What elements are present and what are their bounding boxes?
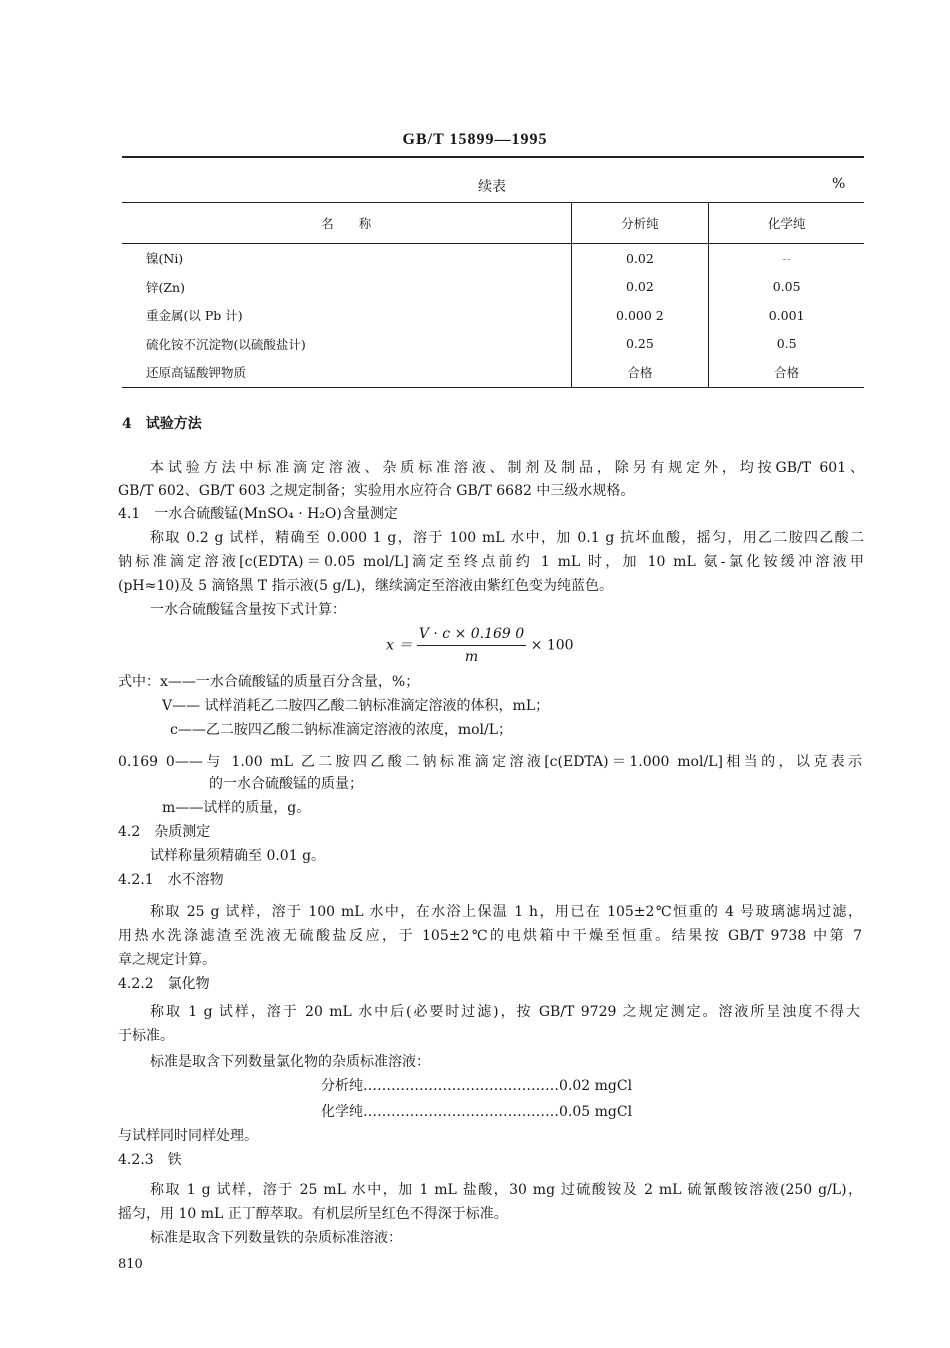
section-4-title: 4 试验方法	[122, 416, 202, 432]
section-4-2-3-line: 摇匀，用 10 mL 正丁醇萃取。有机层所呈红色不得深于标准。	[118, 1206, 508, 1222]
row-cp-value: --	[709, 244, 864, 273]
section-4-2-title: 4.2 杂质测定	[118, 824, 211, 840]
table-unit: %	[832, 176, 846, 192]
standard-header: GB/T 15899—1995	[402, 131, 548, 148]
table-header-row	[122, 203, 864, 244]
row-name: 硫化铵不沉淀物(以硫酸盐计)	[146, 336, 306, 352]
row-name: 镍(Ni)	[146, 251, 184, 267]
section-4-2-3-title: 4.2.3 铁	[118, 1152, 182, 1168]
chloride-chemical-grade: 化学纯……………………………………0.05 mgCl	[321, 1104, 633, 1120]
header-rule	[122, 156, 864, 158]
chloride-analytical-grade: 分析纯……………………………………0.02 mgCl	[321, 1078, 633, 1094]
row-cp-value: 0.5	[709, 330, 864, 359]
formula-rhs: × 100	[530, 637, 574, 654]
where-x: 式中：x——一水合硫酸锰的质量百分含量，%；	[118, 674, 420, 690]
row-ar-value: 合格	[571, 358, 709, 387]
formula-lhs: x ＝	[386, 637, 413, 654]
formula	[386, 624, 574, 667]
row-cp-value: 合格	[709, 358, 864, 387]
table-row	[122, 301, 864, 330]
section-4-2-2-title: 4.2.2 氯化物	[118, 976, 210, 992]
calculation-intro: 一水合硫酸锰含量按下式计算：	[150, 602, 346, 618]
chloride-standard-intro: 标准是取含下列数量氯化物的杂质标准溶液：	[150, 1054, 430, 1070]
row-ar-value: 0.02	[571, 244, 709, 273]
table-row	[122, 358, 864, 387]
table-row	[122, 244, 864, 273]
where-v: V—— 试样消耗乙二胺四乙酸二钠标准滴定溶液的体积，mL；	[162, 698, 550, 714]
section-4-2-1-title: 4.2.1 水不溶物	[118, 872, 224, 888]
section-4-2-2-line: 于标准。	[118, 1028, 174, 1044]
section-4-1-line: 钠标准滴定溶液[c(EDTA)＝0.05 mol/L]滴定至终点前约 1 mL 时，加 10 mL 氨-氯化铵缓冲溶液甲	[118, 554, 864, 570]
where-c: c——乙二胺四乙酸二钠标准滴定溶液的浓度，mol/L；	[170, 722, 513, 738]
where-constant-cont: 的一水合硫酸锰的质量；	[209, 776, 363, 792]
header-analytical-grade: 分析纯	[571, 203, 709, 244]
section-4-paragraph-line: GB/T 602、GB/T 603 之规定制备；实验用水应符合 GB/T 6682 中三级水规格。	[118, 483, 635, 499]
header-chemical-grade: 化学纯	[709, 203, 864, 244]
row-name: 还原高锰酸钾物质	[122, 358, 571, 387]
row-ar-value: 0.02	[571, 273, 709, 302]
row-name: 重金属(以 Pb 计)	[146, 308, 243, 324]
table-row	[122, 330, 864, 359]
row-ar-value: 0.25	[571, 330, 709, 359]
page-number: 810	[118, 1257, 143, 1272]
section-4-paragraph-line: 本试验方法中标准滴定溶液、杂质标准溶液、制剂及制品，除另有规定外，均按GB/T 601、	[150, 460, 864, 476]
row-cp-value: 0.05	[709, 273, 864, 302]
row-name: 锌(Zn)	[146, 279, 185, 295]
row-cp-value: 0.001	[709, 301, 864, 330]
section-4-2-3-line: 称取 1 g 试样，溶于 25 mL 水中，加 1 mL 盐酸，30 mg 过硫酸铵及 2 mL 硫氰酸铵溶液(250 g/L)，	[150, 1182, 862, 1198]
section-4-1-line: (pH≈10)及 5 滴铬黑 T 指示液(5 g/L)，继续滴定至溶液由紫红色变为纯蓝色。	[118, 578, 613, 594]
table-row	[122, 273, 864, 302]
iron-standard-intro: 标准是取含下列数量铁的杂质标准溶液：	[150, 1230, 402, 1246]
section-4-2-1-line: 称取 25 g 试样，溶于 100 mL 水中，在水浴上保温 1 h，用已在 105±2℃恒重的 4 号玻璃滤埚过滤，	[150, 904, 862, 920]
where-m: m——试样的质量，g。	[162, 800, 311, 816]
formula-denominator: m	[464, 649, 479, 665]
formula-fraction	[417, 624, 526, 667]
header-name: 名 称	[122, 203, 571, 244]
continued-table	[122, 203, 864, 388]
section-4-1-line: 称取 0.2 g 试样，精确至 0.000 1 g，溶于 100 mL 水中，加 0.1 g 抗坏血酸，摇匀，用乙二胺四乙酸二	[150, 530, 864, 546]
section-4-2-1-line: 章之规定计算。	[118, 952, 216, 968]
chloride-same-treatment: 与试样同时同样处理。	[118, 1128, 258, 1144]
section-4-1-title: 4.1 一水合硫酸锰(MnSO₄ · H₂O)含量测定	[118, 506, 398, 522]
section-4-2-1-line: 用热水洗涤滤渣至洗液无硫酸盐反应，于 105±2℃的电烘箱中干燥至恒重。结果按 GB/T 9738 中第 7	[118, 928, 862, 944]
where-constant: 0.169 0——与 1.00 mL 乙二胺四乙酸二钠标准滴定溶液[c(EDTA)＝1.000 mol/L]相当的，以克表示	[118, 754, 862, 770]
section-4-2-text: 试样称量须精确至 0.01 g。	[150, 848, 326, 864]
formula-numerator: V · c × 0.169 0	[417, 624, 526, 646]
table-caption: 续表	[478, 179, 506, 195]
row-ar-value: 0.000 2	[571, 301, 709, 330]
section-4-2-2-line: 称取 1 g 试样，溶于 20 mL 水中后(必要时过滤)，按 GB/T 9729 之规定测定。溶液所呈浊度不得大	[150, 1004, 860, 1020]
